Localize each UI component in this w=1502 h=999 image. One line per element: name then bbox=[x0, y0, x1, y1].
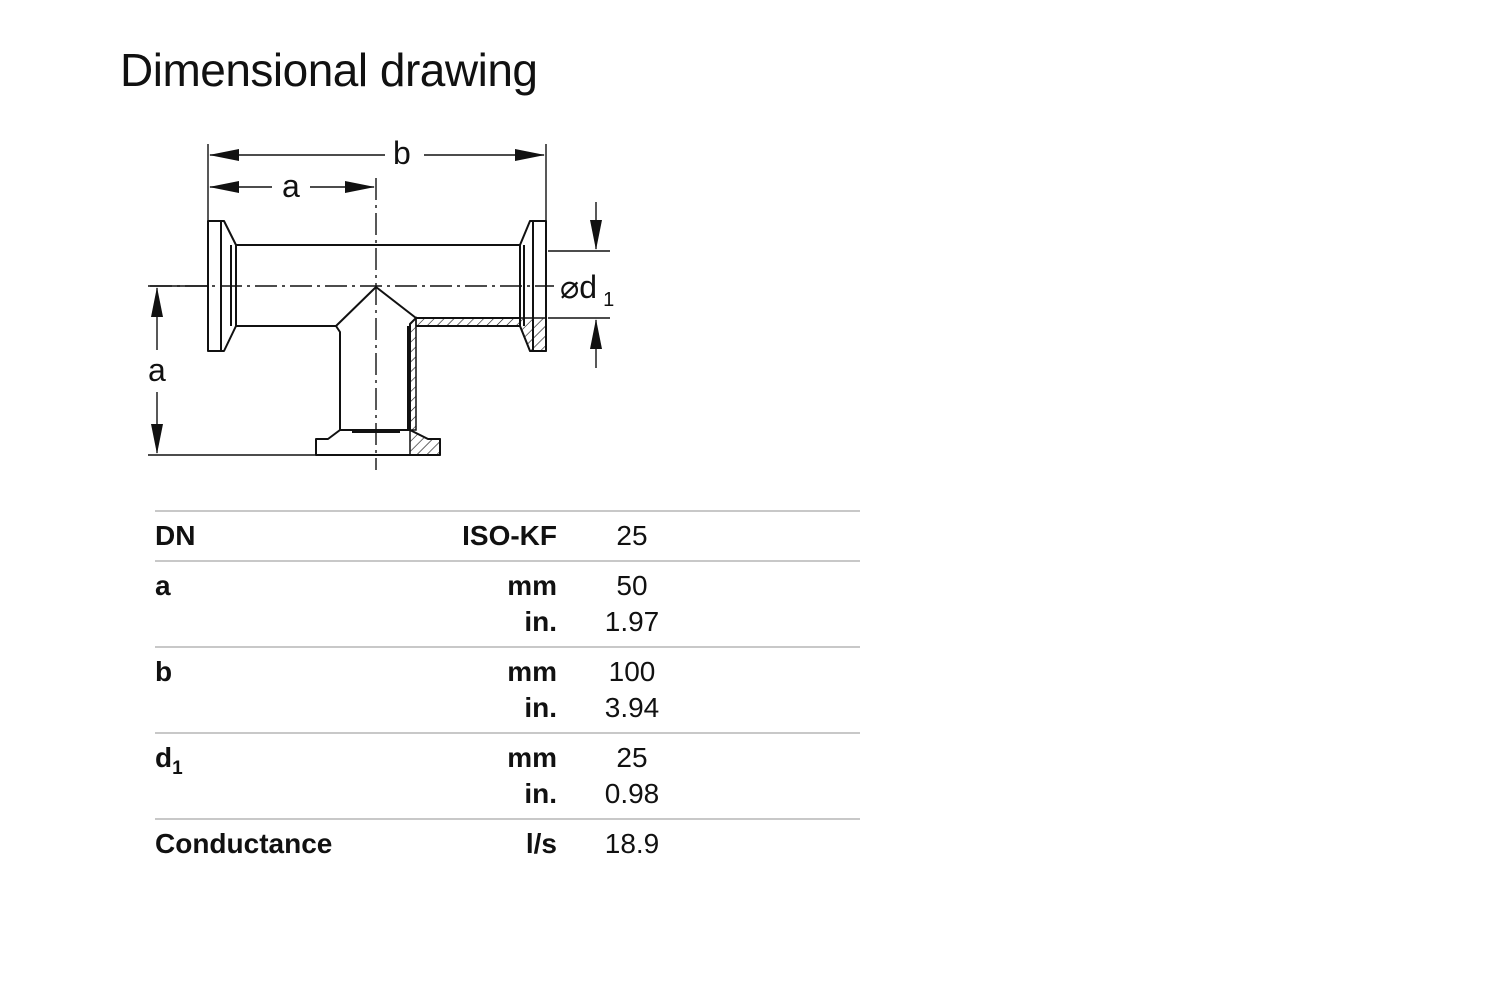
dimensions-table bbox=[155, 510, 860, 868]
row-values: 25 0.98 bbox=[604, 742, 660, 809]
label-b: b bbox=[393, 135, 411, 171]
dimension-lines bbox=[148, 144, 610, 455]
row-values: 100 3.94 bbox=[604, 656, 660, 723]
label-a-side: a bbox=[148, 352, 166, 388]
row-values: 50 1.97 bbox=[604, 570, 660, 637]
row-units: l/s bbox=[525, 828, 557, 859]
row-units: mm in. bbox=[507, 570, 557, 637]
row-units: mm in. bbox=[507, 742, 557, 809]
row-name: $d_1$ bbox=[155, 742, 183, 779]
page-title: Dimensional drawing bbox=[120, 44, 538, 96]
tube-bottom-right bbox=[410, 318, 520, 430]
row-values: 18.9 bbox=[604, 828, 660, 859]
row-values: 25 bbox=[616, 520, 648, 551]
row-units: ISO-KF bbox=[462, 520, 557, 551]
table-row bbox=[155, 819, 860, 868]
section-hatching bbox=[410, 318, 546, 455]
row-name: DN bbox=[155, 520, 196, 551]
row-name: a bbox=[155, 570, 171, 601]
tube-bottom-left bbox=[236, 326, 340, 430]
tee-body bbox=[208, 221, 546, 455]
table-row bbox=[155, 647, 860, 733]
row-name: b bbox=[155, 656, 173, 687]
label-d1-main: ⌀d bbox=[560, 269, 598, 305]
label-d1-sub: 1 bbox=[603, 289, 615, 311]
table-row bbox=[155, 733, 860, 819]
label-d1 bbox=[560, 269, 614, 311]
label-a-top: a bbox=[282, 168, 300, 204]
row-name: Conductance bbox=[155, 828, 333, 859]
table-row bbox=[155, 561, 860, 647]
row-units: mm in. bbox=[507, 656, 557, 723]
table-row bbox=[155, 511, 860, 561]
